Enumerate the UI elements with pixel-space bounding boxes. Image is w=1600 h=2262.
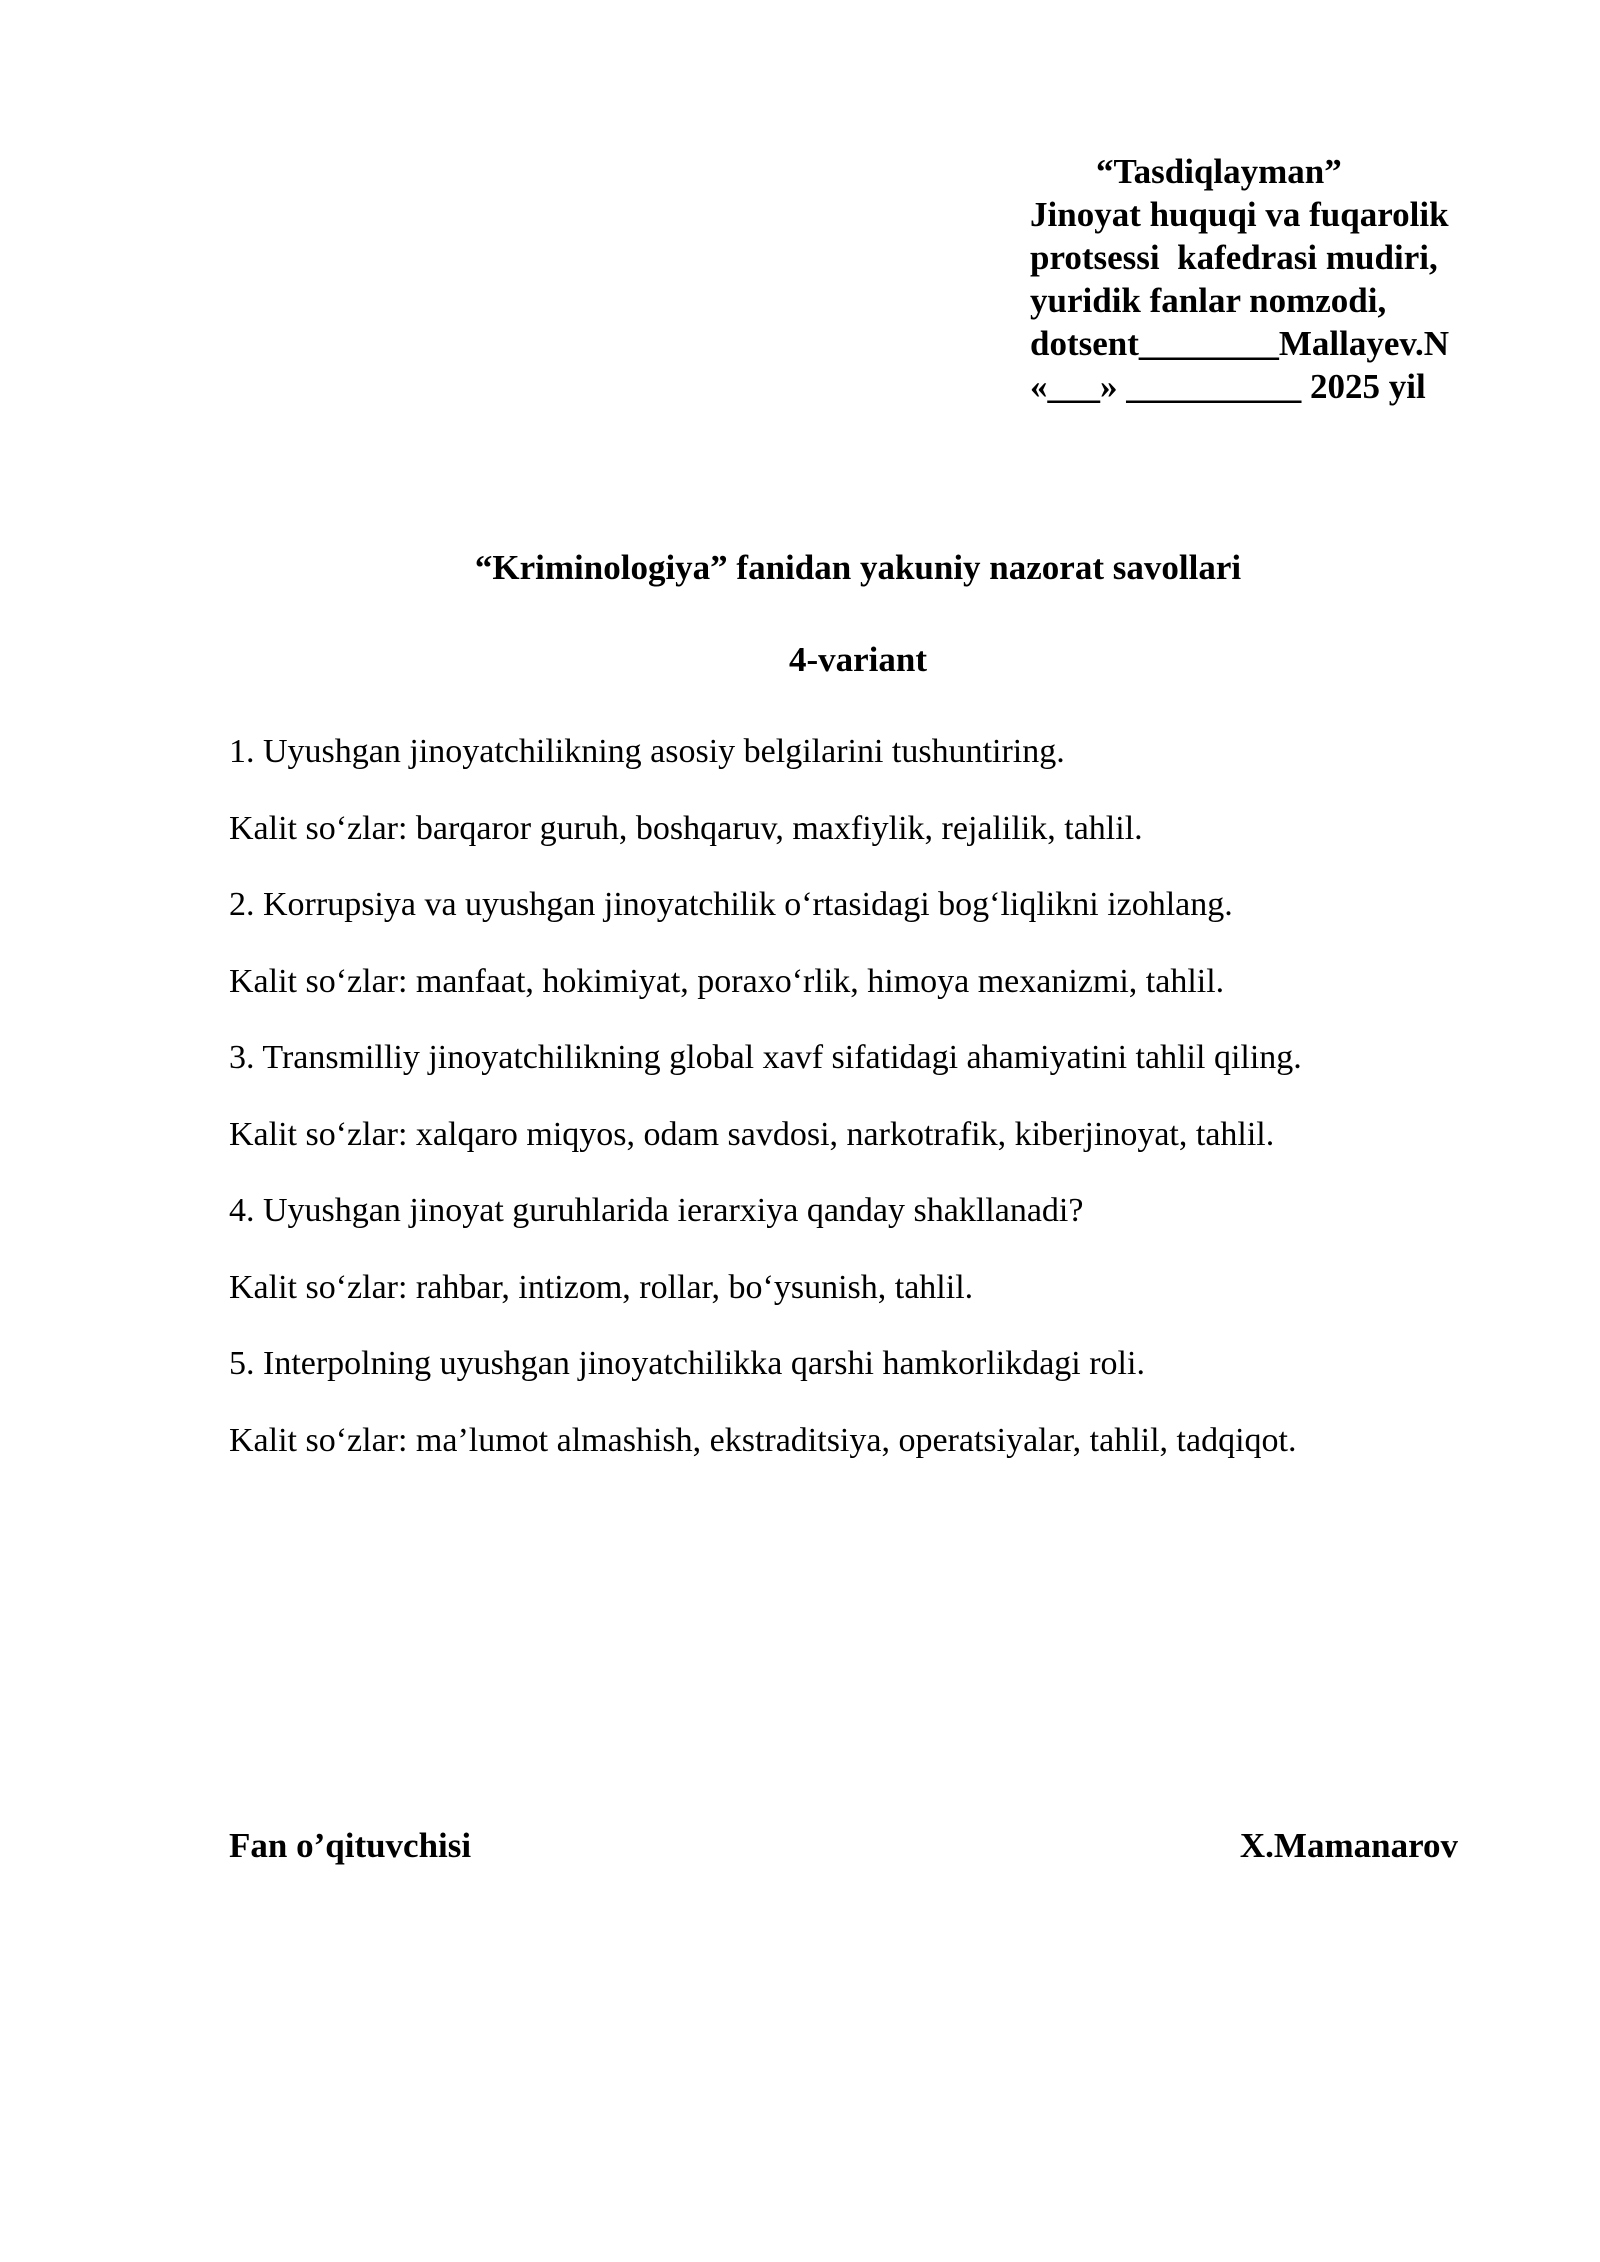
approval-line-position: protsessi kafedrasi mudiri, xyxy=(1030,238,1438,277)
question-1: 1. Uyushgan jinoyatchilikning asosiy belgilarini tushuntiring. xyxy=(229,733,1065,770)
question-4: 4. Uyushgan jinoyat guruhlarida ierarxiya qanday shakllanadi? xyxy=(229,1192,1084,1229)
question-3: 3. Transmilliy jinoyatchilikning global xavf sifatidagi ahamiyatini tahlil qiling. xyxy=(229,1039,1302,1076)
approval-line-date: «___» __________ 2025 yil xyxy=(1030,367,1426,406)
keywords-3: Kalit so‘zlar: xalqaro miqyos, odam savdosi, narkotrafik, kiberjinoyat, tahlil. xyxy=(229,1115,1275,1153)
approval-line-degree: yuridik fanlar nomzodi, xyxy=(1030,281,1387,320)
approval-block xyxy=(1030,150,1570,408)
question-2: 2. Korrupsiya va uyushgan jinoyatchilik o‘rtasidagi bog‘liqlikni izohlang. xyxy=(229,886,1233,923)
approval-title: “Tasdiqlayman” xyxy=(1096,152,1342,191)
approval-line-department: Jinoyat huquqi va fuqarolik xyxy=(1030,195,1449,234)
question-list xyxy=(229,730,1529,1495)
teacher-name: X.Mamanarov xyxy=(1239,1826,1458,1865)
document-title: “Kriminologiya” fanidan yakuniy nazorat savollari xyxy=(474,548,1242,587)
variant-label: 4-variant xyxy=(788,640,928,679)
keywords-4: Kalit so‘zlar: rahbar, intizom, rollar, bo‘ysunish, tahlil. xyxy=(229,1268,974,1306)
keywords-1: Kalit so‘zlar: barqaror guruh, boshqaruv, maxfiylik, rejalilik, tahlil. xyxy=(229,809,1143,847)
question-5: 5. Interpolning uyushgan jinoyatchilikka qarshi hamkorlikdagi roli. xyxy=(229,1345,1145,1382)
keywords-5: Kalit so‘zlar: ma’lumot almashish, ekstraditsiya, operatsiyalar, tahlil, tadqiqot. xyxy=(229,1421,1297,1459)
teacher-role: Fan o’qituvchisi xyxy=(229,1826,472,1865)
approval-line-signature: dotsent________Mallayev.N xyxy=(1030,324,1450,363)
keywords-2: Kalit so‘zlar: manfaat, hokimiyat, poraxo‘rlik, himoya mexanizmi, tahlil. xyxy=(229,962,1225,1000)
